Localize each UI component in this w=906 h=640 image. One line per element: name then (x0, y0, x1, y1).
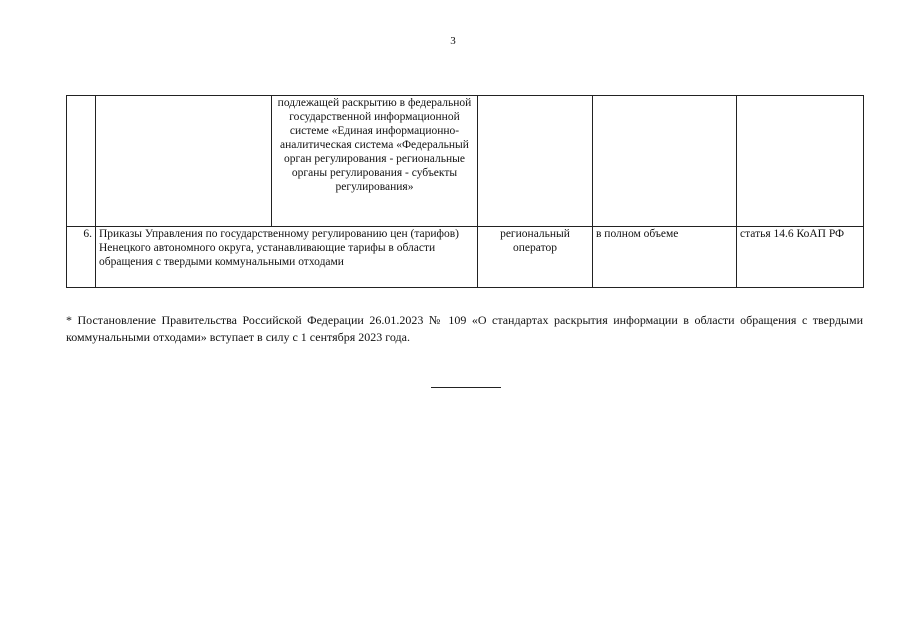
footnote: * Постановление Правительства Российской Федерации 26.01.2023 № 109 «О стандартах раскрытия информации в области обращения с твердыми коммунальными отходами» вступает в силу с 1 сентября 2023 года. (66, 313, 863, 344)
table-row (67, 227, 864, 288)
table-row (67, 96, 864, 227)
row-number-cell: 6. (67, 227, 96, 288)
end-separator-line (431, 387, 501, 388)
federal-system-cell: подлежащей раскрытию в федеральной государственной информационной системе «Единая информационно-аналитическая система «Федеральный орган регулирования - региональные органы регулирования - субъекты регулирования» (272, 96, 478, 227)
document-cell: Приказы Управления по государственному регулированию цен (тарифов) Ненецкого автономного округа, устанавливающие тарифы в области обращения с твердыми коммунальными отходами (96, 227, 478, 288)
document-cell (96, 96, 272, 227)
responsible-cell (478, 96, 593, 227)
disclosure-table (66, 95, 864, 288)
liability-cell: статья 14.6 КоАП РФ (737, 227, 864, 288)
liability-cell (737, 96, 864, 227)
volume-cell: в полном объеме (593, 227, 737, 288)
volume-cell (593, 96, 737, 227)
page-number: 3 (450, 35, 456, 47)
row-number-cell (67, 96, 96, 227)
responsible-cell: региональный оператор (478, 227, 593, 288)
